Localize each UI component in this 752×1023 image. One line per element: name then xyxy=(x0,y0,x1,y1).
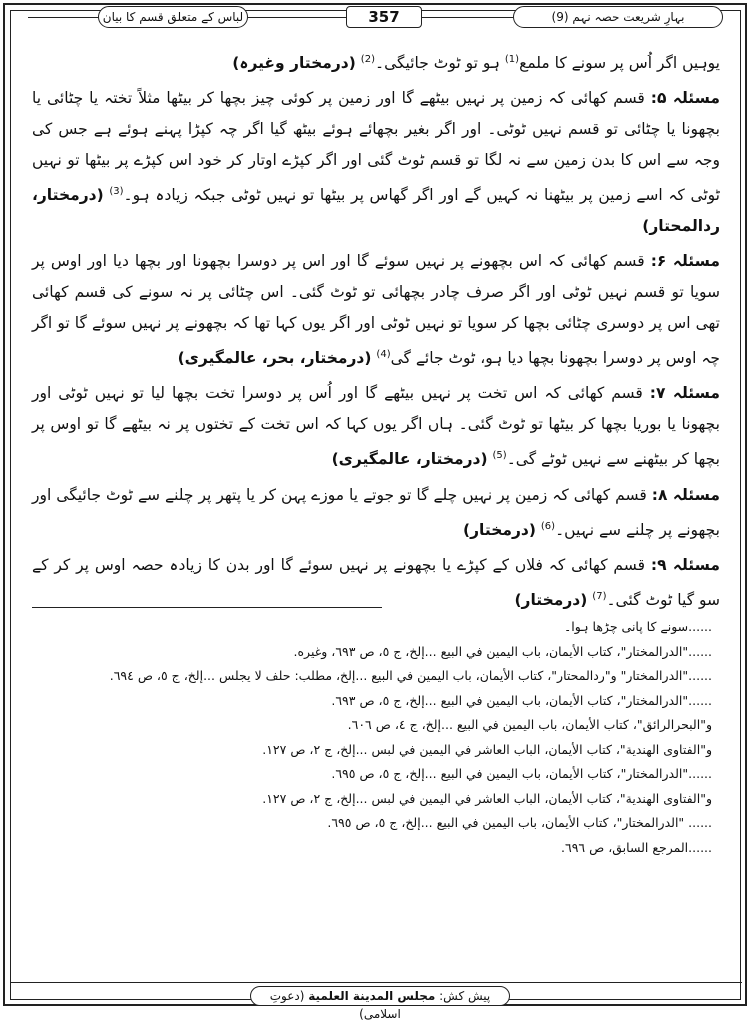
footer-brand: مجلس المدينة العلمية xyxy=(308,989,436,1003)
footnote-ref: (4) xyxy=(376,349,391,361)
book-title: بہارِ شریعت حصہ نہم (9) xyxy=(513,6,723,28)
header-rule xyxy=(248,17,346,18)
footnote-4: ......"الدرالمختار"، كتاب الأيمان، باب اليمين في البيع ...إلخ، ج ٥، ص ٦٩٣. xyxy=(331,692,712,708)
footnote-ref: (5) xyxy=(492,450,507,462)
paragraph-text: قسم کھائی کہ فلاں کے کپڑے یا بچھونے پر نہیں سوئے گا اور بدن کا زیادہ حصہ اوس پر کر کے سو گیا ٹوٹ گئی۔ xyxy=(32,555,720,609)
footer-rule xyxy=(10,982,742,983)
masala-9 xyxy=(32,550,720,616)
page-footer xyxy=(250,986,510,1021)
footnote-5b: و"الفتاوى الهندية"، كتاب الأيمان، الباب العاشر في اليمين في لبس ...إلخ، ج ٢، ص ١٢٧. xyxy=(262,790,712,806)
footnote-7: ......المرجع السابق، ص ٦٩٦. xyxy=(561,839,712,855)
paragraph-text: قسم کھائی کہ زمین پر نہیں چلے گا تو جوتے یا موزے پہن کر یا پتھر پر چلنے سے ٹوٹ جائیگی اور بچھونے پر چلنے سے نہیں۔ xyxy=(32,485,720,539)
source-citation: (درمختار، ردالمحتار) xyxy=(32,186,720,236)
footnote-ref: (6) xyxy=(540,520,556,532)
masala-label: مسئلہ ۵: xyxy=(650,89,720,108)
masala-label: مسئلہ ۶: xyxy=(650,252,720,271)
footnote-ref: (1) xyxy=(504,54,520,65)
footnote-2: ......"الدرالمختار"، كتاب الأيمان، باب اليمين في البيع ...إلخ، ج ٥، ص ٦٩٣، وغيره. xyxy=(293,643,712,659)
footnote-4b: و"البحرالرائق"، كتاب الأيمان، باب اليمين في البيع ...إلخ، ج ٤، ص ٦٠٦. xyxy=(347,717,712,732)
masala-6 xyxy=(32,246,720,374)
paragraph-text: قسم کھائی کہ اس تخت پر نہیں بیٹھے گا اور اُس پر دوسرا تخت بچھا لیا تو نہیں ٹوٹی اور بچھونا یا بوریا بچھا کر بیٹھا تو ٹوٹ گئی۔ ہاں اگر یوں کہا کہ اس تخت کے تختوں پر نہ بیٹھے گا تو اوس پر بچھا کر بیٹھنے سے نہیں ٹوٹے گی۔ xyxy=(32,384,720,469)
footnote-4c: و"الفتاوى الهندية"، كتاب الأيمان، الباب العاشر في اليمين في لبس ...إلخ، ج ٢، ص ١٢٧. xyxy=(262,741,712,757)
footnote-1: ......سونے کا پانی چڑھا ہوا۔ xyxy=(563,619,712,634)
footnote-5: ......"الدرالمختار"، كتاب الأيمان، باب اليمين في البيع ...إلخ، ج ٥، ص ٦٩٥. xyxy=(331,766,712,781)
masala-7 xyxy=(32,378,720,475)
footnote-ref: (2) xyxy=(360,54,375,65)
header-rule xyxy=(422,17,513,18)
footnotes xyxy=(32,615,712,860)
header-rule xyxy=(28,17,98,18)
masala-5 xyxy=(32,83,720,242)
footer-presented-by: پیش کش: xyxy=(439,989,491,1003)
paragraph-text: ہو تو ٹوٹ جائیگی۔ xyxy=(374,54,500,73)
source-citation: (درمختار) xyxy=(463,520,536,539)
chapter-title: لباس کے متعلق قسم کا بیان xyxy=(98,6,248,28)
masala-label: مسئلہ ۹: xyxy=(650,555,720,574)
footnote-separator xyxy=(32,607,382,608)
footnote-6: ...... "الدرالمختار"، كتاب الأيمان، باب اليمين في البيع ...إلخ، ج ٥، ص ٦٩٥. xyxy=(327,815,712,830)
source-citation: (درمختار، بحر، عالمگیری) xyxy=(177,349,372,368)
footnote-ref: (3) xyxy=(109,186,124,198)
paragraph-text: قسم کھائی کہ اس بچھونے پر نہیں سوئے گا اور اس پر دوسرا بچھونا اور بچھا دیا اور اوس پر سویا تو قسم نہیں ٹوٹی اور اگر صرف چادر بچھائی تو ٹوٹ گئی۔ اس چٹائی پر نہ سونے کی قسم کھائی تھی اس پر دوسری چٹائی بچھا کر سویا تو نہیں ٹوٹی اور اگر یوں کہا تھا کہ بچھونے پر نہیں سوئے گا تو اگر چہ اوس پر دوسرا بچھونا بچھا دیا ہو، ٹوٹ جائے گی xyxy=(32,252,720,368)
source-citation: (درمختار، عالمگیری) xyxy=(331,450,488,469)
page-header xyxy=(28,6,724,28)
paragraph-text: یوہیں اگر اُس پر سونے کا ملمع xyxy=(519,54,720,73)
masala-8 xyxy=(32,480,720,546)
masala-label: مسئلہ ۷: xyxy=(649,384,720,403)
main-text xyxy=(32,44,720,620)
source-citation: (درمختار وغیرہ) xyxy=(232,54,356,73)
source-citation: (درمختار) xyxy=(514,590,588,609)
footnote-3: ......"الدرالمختار" و"ردالمحتار"، كتاب الأيمان، باب اليمين في البيع ...إلخ، مطلب: حلف لا يجلس ...إلخ، ج ٥، ص ٦٩٤. xyxy=(109,668,712,683)
footnote-ref: (7) xyxy=(592,590,607,602)
page-number: 357 xyxy=(346,6,422,28)
footer-org: (دعوتِ اسلامی) xyxy=(269,989,401,1021)
paragraph-intro xyxy=(32,44,720,79)
paragraph-text: قسم کھائی کہ زمین پر نہیں بیٹھے گا اور زمین پر کوئی چیز بچھا کر بیٹھا مثلاً تختہ یا چٹائی یا بچھونا یا چٹائی تو قسم نہیں ٹوٹی۔ اور اگر بغیر بچھائے ہوئے بیٹھ گیا اگر چہ کپڑا پہنے ہوئے ہے جس کی وجہ سے اس کا بدن زمین سے نہ لگا تو قسم ٹوٹ گئی اور اگر کپڑے اوتار کر خود اس کپڑے پر بیٹھا تو نہیں ٹوٹی کہ اسے زمین پر بیٹھنا نہ کہیں گے اور اگر گھاس پر بیٹھا تو نہیں ٹوٹی جبکہ زیادہ ہو۔ xyxy=(32,89,720,205)
masala-label: مسئلہ ۸: xyxy=(651,485,720,504)
